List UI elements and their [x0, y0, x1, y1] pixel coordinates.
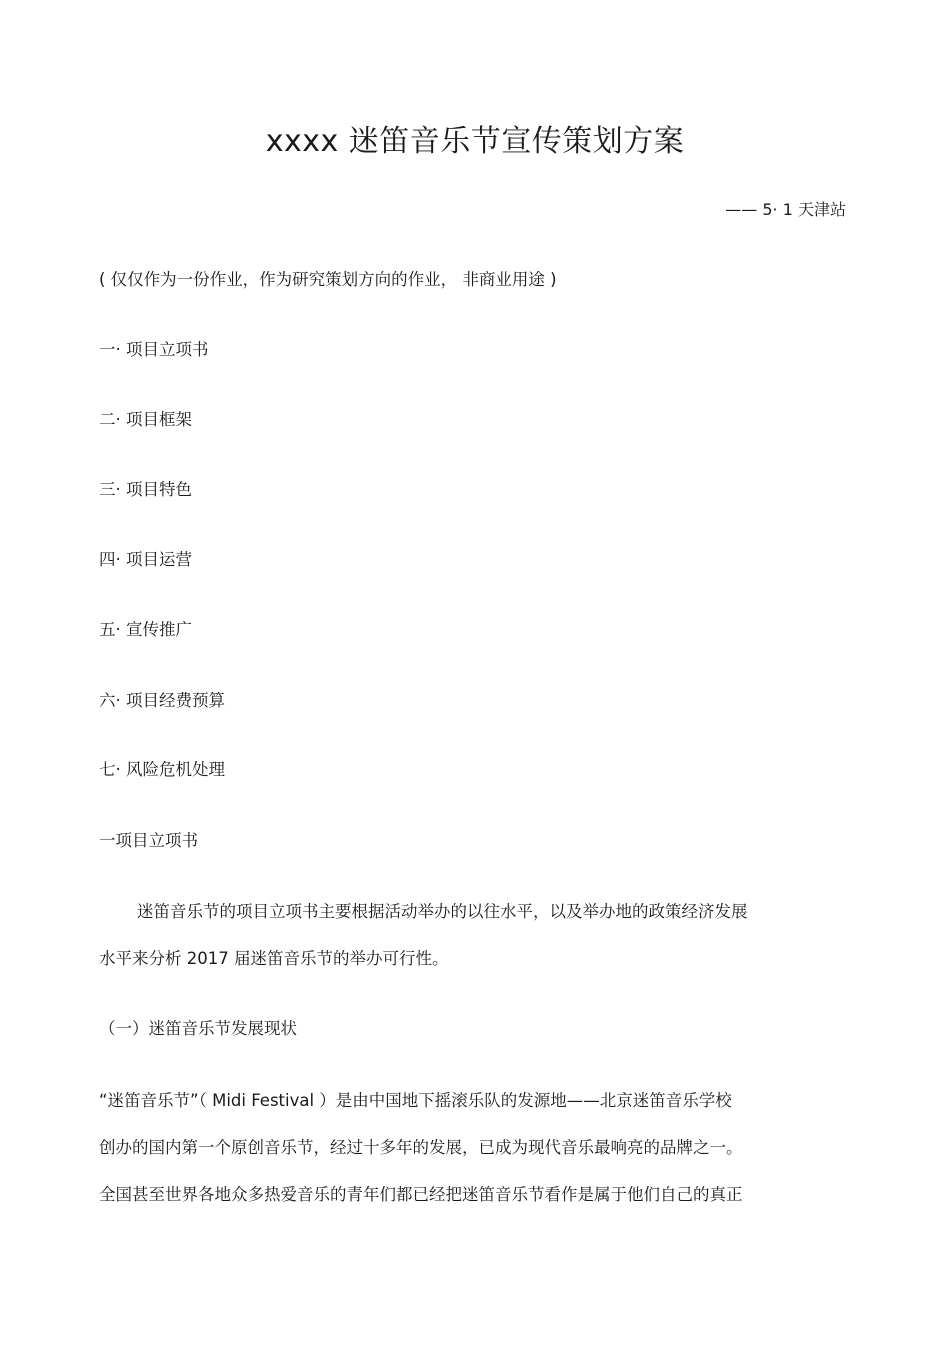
- section-heading: 一项目立项书: [99, 831, 198, 850]
- toc-item: 四· 项目运营: [99, 550, 192, 569]
- paragraph-line: 迷笛音乐节的项目立项书主要根据活动举办的以往水平，以及举办地的政策经济发展: [137, 902, 748, 921]
- paragraph-line: 水平来分析 2017 届迷笛音乐节的举办可行性。: [99, 949, 449, 968]
- toc-item: 三· 项目特色: [99, 480, 192, 499]
- paragraph-line: “迷笛音乐节”（ Midi Festival ）是由中国地下摇滚乐队的发源地——北京迷笛音乐学校: [99, 1091, 732, 1110]
- toc-item: 五· 宣传推广: [99, 620, 192, 639]
- toc-item: 二· 项目框架: [99, 410, 192, 429]
- toc-item: 七· 风险危机处理: [99, 760, 225, 779]
- toc-item: 六· 项目经费预算: [99, 691, 225, 710]
- paragraph-line: 全国甚至世界各地众多热爱音乐的青年们都已经把迷笛音乐节看作是属于他们自己的真正: [99, 1185, 743, 1204]
- toc-item: 一· 项目立项书: [99, 340, 209, 359]
- paragraph-line: 创办的国内第一个原创音乐节，经过十多年的发展，已成为现代音乐最响亮的品牌之一。: [99, 1138, 743, 1157]
- disclaimer-note: ( 仅仅作为一份作业，作为研究策划方向的作业， 非商业用途 ): [99, 270, 557, 289]
- document-title: xxxx 迷笛音乐节宣传策划方案: [265, 124, 685, 159]
- subsection-heading: （一）迷笛音乐节发展现状: [99, 1019, 297, 1038]
- document-subtitle: —— 5· 1 天津站: [725, 200, 846, 219]
